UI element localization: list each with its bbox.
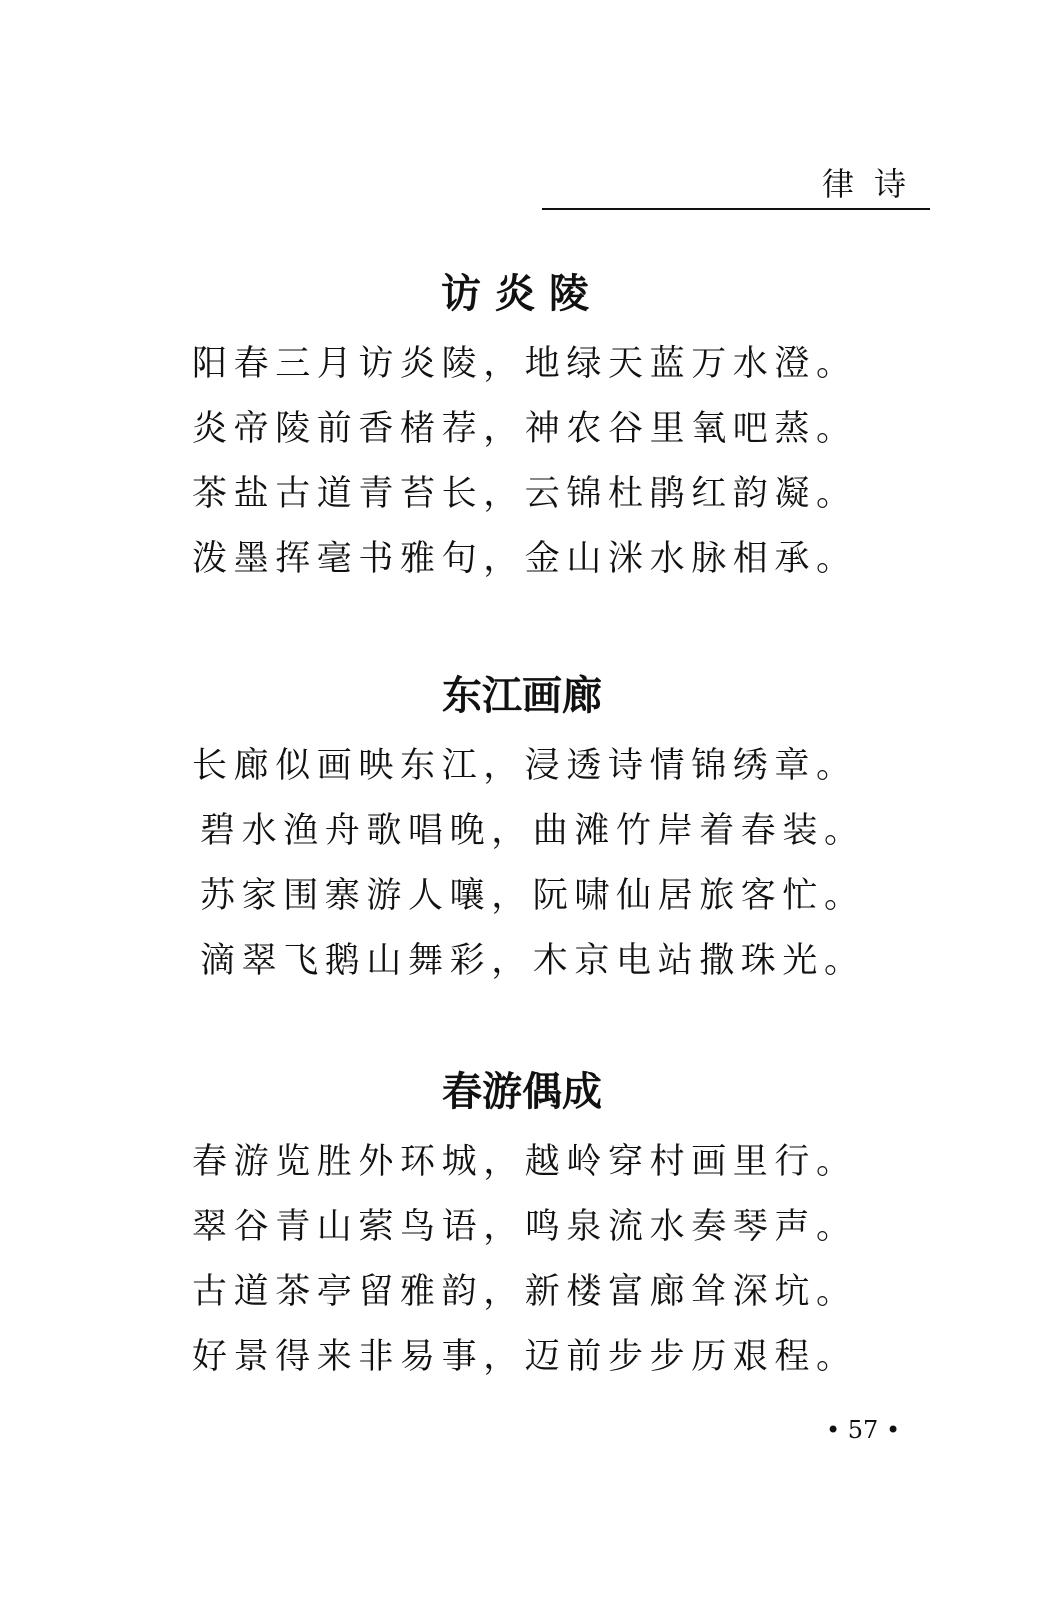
poem-title: 访炎陵 <box>441 270 603 317</box>
poem-line: 古道茶亭留雅韵，新楼富廊耸深坑。 <box>192 1272 858 1312</box>
poem-line: 泼墨挥毫书雅句，金山洣水脉相承。 <box>192 539 858 579</box>
poem-fang-yan-ling <box>192 270 858 592</box>
running-header-text: 律诗 <box>821 165 926 203</box>
poem-line: 滴翠飞鹅山舞彩，木京电站撒珠光。 <box>200 941 866 981</box>
poem-dong-jiang-hua-lang <box>192 672 866 994</box>
poem-line: 阳春三月访炎陵，地绿天蓝万水澄。 <box>192 344 858 384</box>
running-header <box>542 166 930 210</box>
poem-line: 碧水渔舟歌唱晚，曲滩竹岸着春装。 <box>200 811 866 851</box>
poem-line: 春游览胜外环城，越岭穿村画里行。 <box>192 1142 858 1182</box>
poem-chun-you-ou-cheng <box>192 1068 858 1390</box>
poem-title: 春游偶成 <box>442 1068 602 1115</box>
page-number: • 57 • <box>826 1416 901 1444</box>
poem-line: 翠谷青山萦鸟语，鸣泉流水奏琴声。 <box>192 1207 858 1247</box>
poem-title: 东江画廊 <box>442 672 602 719</box>
poem-line: 炎帝陵前香楮荐，神农谷里氧吧蒸。 <box>192 409 858 449</box>
running-header-rule <box>542 208 930 210</box>
poem-line: 长廊似画映东江，浸透诗情锦绣章。 <box>192 746 858 786</box>
poem-line: 好景得来非易事，迈前步步历艰程。 <box>192 1337 858 1377</box>
poem-line: 茶盐古道青苔长，云锦杜鹃红韵凝。 <box>192 474 858 514</box>
poem-line: 苏家围寨游人嚷，阮啸仙居旅客忙。 <box>200 876 866 916</box>
